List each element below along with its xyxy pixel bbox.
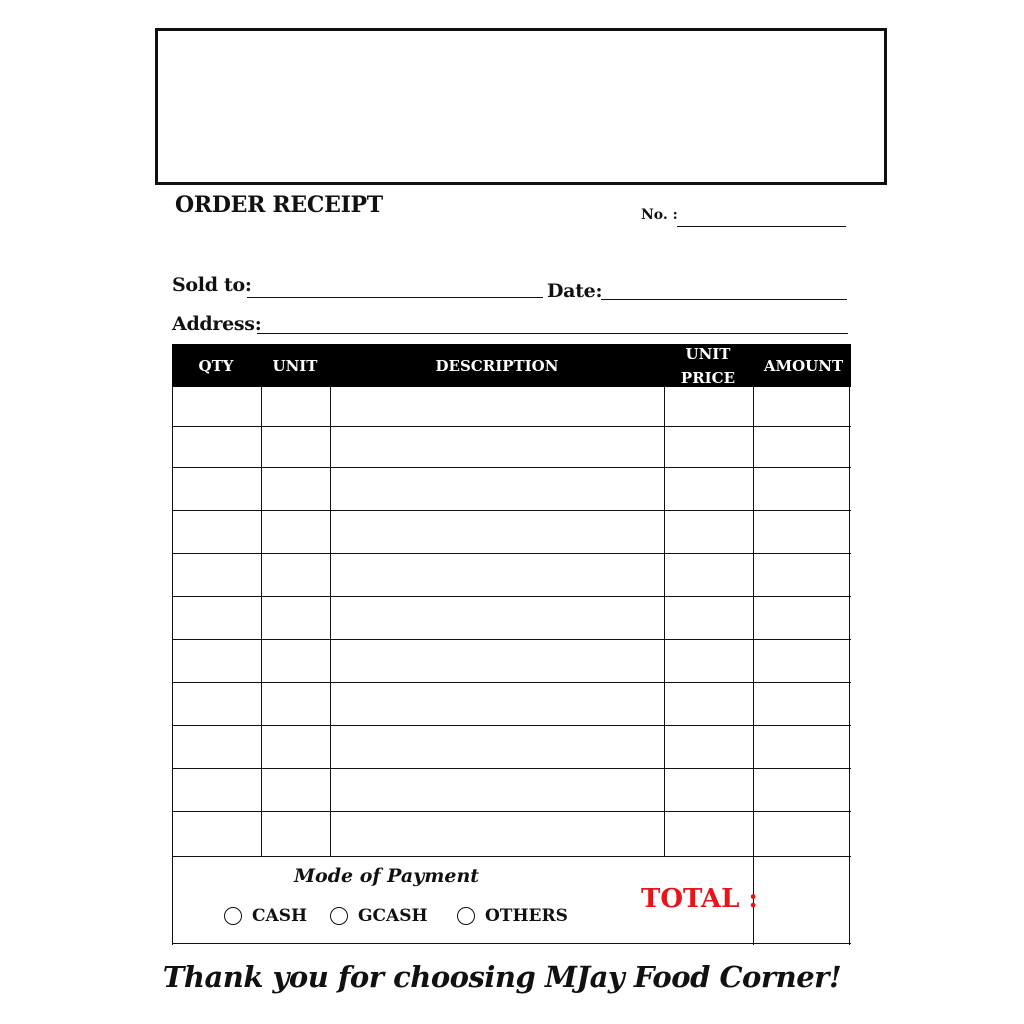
items-table <box>172 387 851 945</box>
table-border-right <box>849 387 850 945</box>
row-divider <box>172 553 851 554</box>
radio-icon[interactable] <box>330 907 348 925</box>
column-divider <box>261 387 262 857</box>
payment-option-others[interactable] <box>457 906 568 926</box>
payment-option-cash[interactable] <box>224 906 307 926</box>
column-divider <box>330 387 331 857</box>
radio-icon[interactable] <box>224 907 242 925</box>
payment-option-label: CASH <box>252 906 308 926</box>
number-label: No. : <box>641 207 678 223</box>
row-divider <box>172 768 851 769</box>
column-header-unit-price-line2: PRICE <box>680 369 736 387</box>
row-divider <box>172 639 851 640</box>
address-label: Address: <box>172 313 262 335</box>
row-divider <box>172 426 851 427</box>
total-label: TOTAL : <box>641 884 759 914</box>
column-divider <box>753 387 754 945</box>
address-field[interactable] <box>257 333 848 334</box>
table-border-left <box>172 387 173 945</box>
date-label: Date: <box>547 280 603 302</box>
number-field[interactable] <box>677 226 846 227</box>
column-header-unit-price-line1: UNIT <box>685 345 731 363</box>
row-divider <box>172 467 851 468</box>
row-divider <box>172 856 851 857</box>
table-border-bottom <box>172 943 851 944</box>
receipt-title: ORDER RECEIPT <box>175 192 383 218</box>
header-box <box>155 28 887 185</box>
row-divider <box>172 811 851 812</box>
payment-option-label: GCASH <box>358 906 428 926</box>
row-divider <box>172 725 851 726</box>
table-header <box>172 344 851 387</box>
payment-option-label: OTHERS <box>485 906 568 926</box>
payment-mode-title: Mode of Payment <box>294 865 480 887</box>
column-header-unit: UNIT <box>272 357 318 375</box>
sold-to-label: Sold to: <box>172 274 252 296</box>
column-divider <box>664 387 665 857</box>
row-divider <box>172 510 851 511</box>
thank-you-message: Thank you for choosing MJay Food Corner! <box>162 960 842 994</box>
row-divider <box>172 596 851 597</box>
column-header-amount: AMOUNT <box>763 357 844 375</box>
column-header-description: DESCRIPTION <box>435 357 559 375</box>
row-divider <box>172 682 851 683</box>
payment-option-gcash[interactable] <box>330 906 428 926</box>
radio-icon[interactable] <box>457 907 475 925</box>
date-field[interactable] <box>601 299 847 300</box>
sold-to-field[interactable] <box>247 297 543 298</box>
column-header-qty: QTY <box>198 357 234 375</box>
